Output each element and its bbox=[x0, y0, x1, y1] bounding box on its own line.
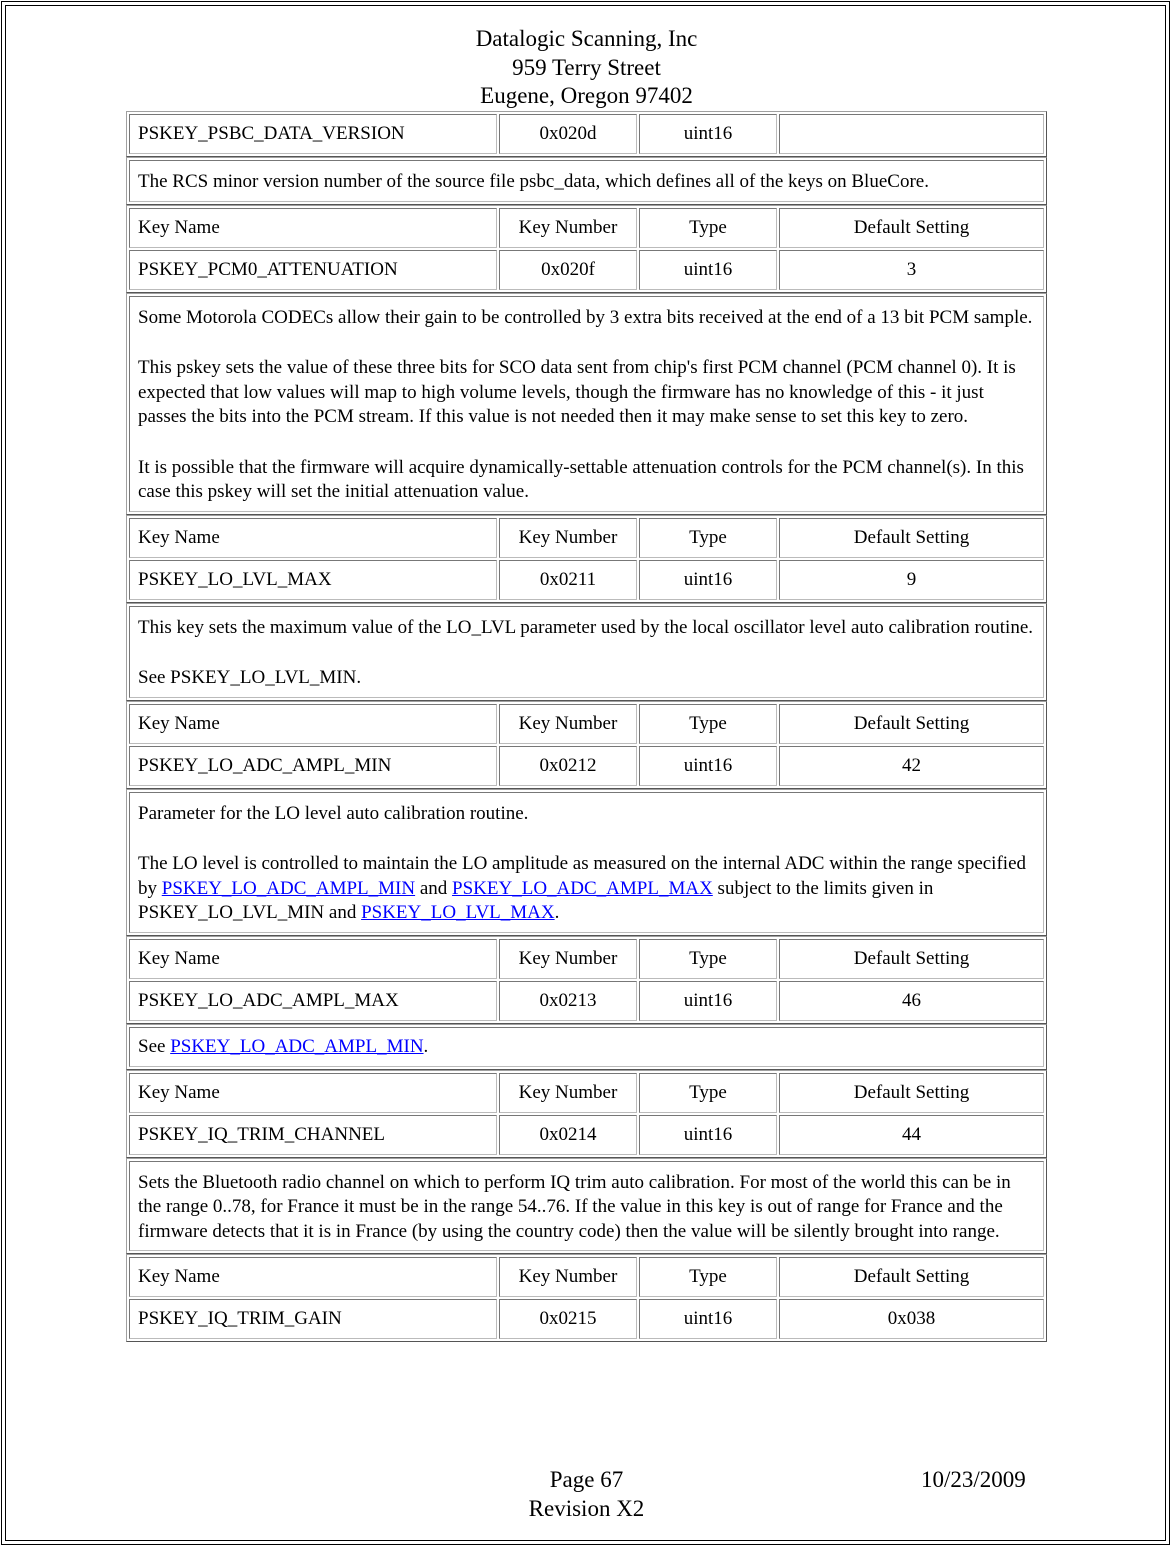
table-row bbox=[129, 114, 1044, 154]
key-default-cell: 9 bbox=[779, 560, 1044, 600]
table-header-row bbox=[129, 1257, 1044, 1297]
description-paragraph: This key sets the maximum value of the LO_LVL parameter used by the local oscillator level auto calibration routine. bbox=[138, 616, 1034, 638]
key-type-cell: uint16 bbox=[639, 1115, 777, 1155]
key-name-cell: PSKEY_PSBC_DATA_VERSION bbox=[129, 114, 497, 154]
key-description-cell bbox=[129, 160, 1044, 202]
key-name-cell: PSKEY_LO_LVL_MAX bbox=[129, 560, 497, 600]
header-type: Type bbox=[639, 1073, 777, 1113]
key-default-cell: 0x038 bbox=[779, 1299, 1044, 1339]
header-key-number: Key Number bbox=[499, 704, 637, 744]
header-type: Type bbox=[639, 1257, 777, 1297]
pskey-description-table bbox=[126, 1024, 1047, 1070]
key-default-cell: 3 bbox=[779, 250, 1044, 290]
key-description-cell bbox=[129, 296, 1044, 512]
header-default-setting: Default Setting bbox=[779, 208, 1044, 248]
header-type: Type bbox=[639, 704, 777, 744]
key-default-cell: 44 bbox=[779, 1115, 1044, 1155]
description-paragraph: See PSKEY_LO_LVL_MIN. bbox=[138, 667, 362, 688]
table-header-row bbox=[129, 1073, 1044, 1113]
description-paragraph: This pskey sets the value of these three bits for SCO data sent from chip's first PCM channel (PCM channel 0). It is expected that low values will map to high volume levels, though the firmware has no knowledge of this - it just passes the bits into the PCM stream. If this value is not needed then it may make sense to set this key to zero. bbox=[138, 357, 1016, 427]
key-type-cell: uint16 bbox=[639, 250, 777, 290]
description-paragraph: Some Motorola CODECs allow their gain to be controlled by 3 extra bits received at the end of a 13 bit PCM sample. bbox=[138, 306, 1033, 328]
key-default-cell: 46 bbox=[779, 981, 1044, 1021]
key-number-cell: 0x020d bbox=[499, 114, 637, 154]
key-number-cell: 0x0215 bbox=[499, 1299, 637, 1339]
key-number-cell: 0x0213 bbox=[499, 981, 637, 1021]
table-header-row bbox=[129, 208, 1044, 248]
description-paragraph: Sets the Bluetooth radio channel on which to perform IQ trim auto calibration. For most of the world this can be in the range 0..78, for France it must be in the range 54..76. If the value in this key is out of range for France and the firmware detects that it is in France (by using the country code) then the value will be silently brought into range. bbox=[138, 1171, 1011, 1242]
page-number: Page 67 bbox=[549, 1467, 624, 1492]
key-number-cell: 0x0211 bbox=[499, 560, 637, 600]
key-description-cell bbox=[129, 1161, 1044, 1252]
header-default-setting: Default Setting bbox=[779, 1073, 1044, 1113]
header-type: Type bbox=[639, 518, 777, 558]
key-type-cell: uint16 bbox=[639, 114, 777, 154]
header-type: Type bbox=[639, 208, 777, 248]
key-number-cell: 0x0212 bbox=[499, 746, 637, 786]
header-default-setting: Default Setting bbox=[779, 939, 1044, 979]
pskey-table bbox=[126, 205, 1047, 293]
pskey-table bbox=[126, 1254, 1047, 1342]
header-default-setting: Default Setting bbox=[779, 704, 1044, 744]
pskey-table bbox=[126, 1070, 1047, 1158]
pskey-table bbox=[126, 701, 1047, 789]
pskey-description-table bbox=[126, 603, 1047, 701]
company-street: 959 Terry Street bbox=[512, 54, 661, 80]
header-key-name: Key Name bbox=[129, 704, 497, 744]
key-name-cell: PSKEY_IQ_TRIM_CHANNEL bbox=[129, 1115, 497, 1155]
key-name-cell: PSKEY_IQ_TRIM_GAIN bbox=[129, 1299, 497, 1339]
table-row bbox=[129, 1299, 1044, 1339]
table-header-row bbox=[129, 939, 1044, 979]
key-number-cell: 0x0214 bbox=[499, 1115, 637, 1155]
company-name: Datalogic Scanning, Inc bbox=[475, 26, 698, 51]
letterhead bbox=[0, 25, 1173, 111]
table-header-row bbox=[129, 518, 1044, 558]
pskey-description-table bbox=[126, 1158, 1047, 1255]
key-name-cell: PSKEY_LO_ADC_AMPL_MAX bbox=[129, 981, 497, 1021]
key-default-cell bbox=[779, 114, 1044, 154]
header-key-number: Key Number bbox=[499, 208, 637, 248]
pskey-table bbox=[126, 936, 1047, 1024]
table-header-row bbox=[129, 704, 1044, 744]
key-name-cell: PSKEY_LO_ADC_AMPL_MIN bbox=[129, 746, 497, 786]
pskey-description-table bbox=[126, 293, 1047, 515]
link-pskey-lo-adc-ampl-min[interactable]: PSKEY_LO_ADC_AMPL_MIN bbox=[161, 877, 416, 899]
description-text: . bbox=[554, 902, 560, 923]
key-name-cell: PSKEY_PCM0_ATTENUATION bbox=[129, 250, 497, 290]
header-type: Type bbox=[639, 939, 777, 979]
table-row bbox=[129, 1115, 1044, 1155]
header-key-number: Key Number bbox=[499, 939, 637, 979]
key-type-cell: uint16 bbox=[639, 981, 777, 1021]
pskey-description-table bbox=[126, 157, 1047, 205]
table-row bbox=[129, 746, 1044, 786]
description-text: and bbox=[415, 877, 453, 899]
link-pskey-lo-lvl-max[interactable]: PSKEY_LO_LVL_MAX bbox=[361, 902, 555, 923]
description-paragraph: It is possible that the firmware will acquire dynamically-settable attenuation controls for the PCM channel(s). In this case this pskey will set the initial attenuation value. bbox=[138, 456, 1024, 502]
key-type-cell: uint16 bbox=[639, 560, 777, 600]
table-row bbox=[129, 981, 1044, 1021]
key-description-cell bbox=[129, 1027, 1044, 1067]
description-paragraph: Parameter for the LO level auto calibration routine. bbox=[138, 802, 529, 824]
description-paragraph bbox=[138, 852, 1035, 926]
header-key-name: Key Name bbox=[129, 1257, 497, 1297]
header-default-setting: Default Setting bbox=[779, 518, 1044, 558]
pskey-description-table bbox=[126, 789, 1047, 936]
header-default-setting: Default Setting bbox=[779, 1257, 1044, 1297]
description-text: The LO level is controlled to maintain the LO amplitude as measured on the internal ADC within the range specified by bbox=[138, 853, 1026, 899]
link-pskey-lo-adc-ampl-min[interactable]: PSKEY_LO_ADC_AMPL_MIN bbox=[170, 1035, 424, 1057]
link-pskey-lo-adc-ampl-max[interactable]: PSKEY_LO_ADC_AMPL_MAX bbox=[452, 877, 713, 899]
description-text: . bbox=[423, 1035, 429, 1057]
pskey-table bbox=[126, 111, 1047, 157]
header-key-name: Key Name bbox=[129, 1073, 497, 1113]
table-row bbox=[129, 250, 1044, 290]
key-description-cell bbox=[129, 792, 1044, 933]
revision-label: Revision X2 bbox=[528, 1496, 645, 1521]
header-key-number: Key Number bbox=[499, 1073, 637, 1113]
key-description-cell bbox=[129, 606, 1044, 698]
header-key-name: Key Name bbox=[129, 939, 497, 979]
header-key-number: Key Number bbox=[499, 1257, 637, 1297]
description-text: subject to the limits given in PSKEY_LO_LVL_MIN and bbox=[138, 877, 934, 923]
description-text: See bbox=[138, 1035, 171, 1057]
key-default-cell: 42 bbox=[779, 746, 1044, 786]
company-city: Eugene, Oregon 97402 bbox=[480, 83, 693, 108]
document-date: 10/23/2009 bbox=[921, 1467, 1026, 1492]
header-key-name: Key Name bbox=[129, 208, 497, 248]
header-key-number: Key Number bbox=[499, 518, 637, 558]
key-type-cell: uint16 bbox=[639, 1299, 777, 1339]
header-key-name: Key Name bbox=[129, 518, 497, 558]
table-row bbox=[129, 560, 1044, 600]
description-paragraph: The RCS minor version number of the source file psbc_data, which defines all of the keys on BlueCore. bbox=[138, 171, 929, 192]
pskey-tables bbox=[126, 111, 1047, 1342]
key-type-cell: uint16 bbox=[639, 746, 777, 786]
key-number-cell: 0x020f bbox=[499, 250, 637, 290]
pskey-table bbox=[126, 515, 1047, 603]
